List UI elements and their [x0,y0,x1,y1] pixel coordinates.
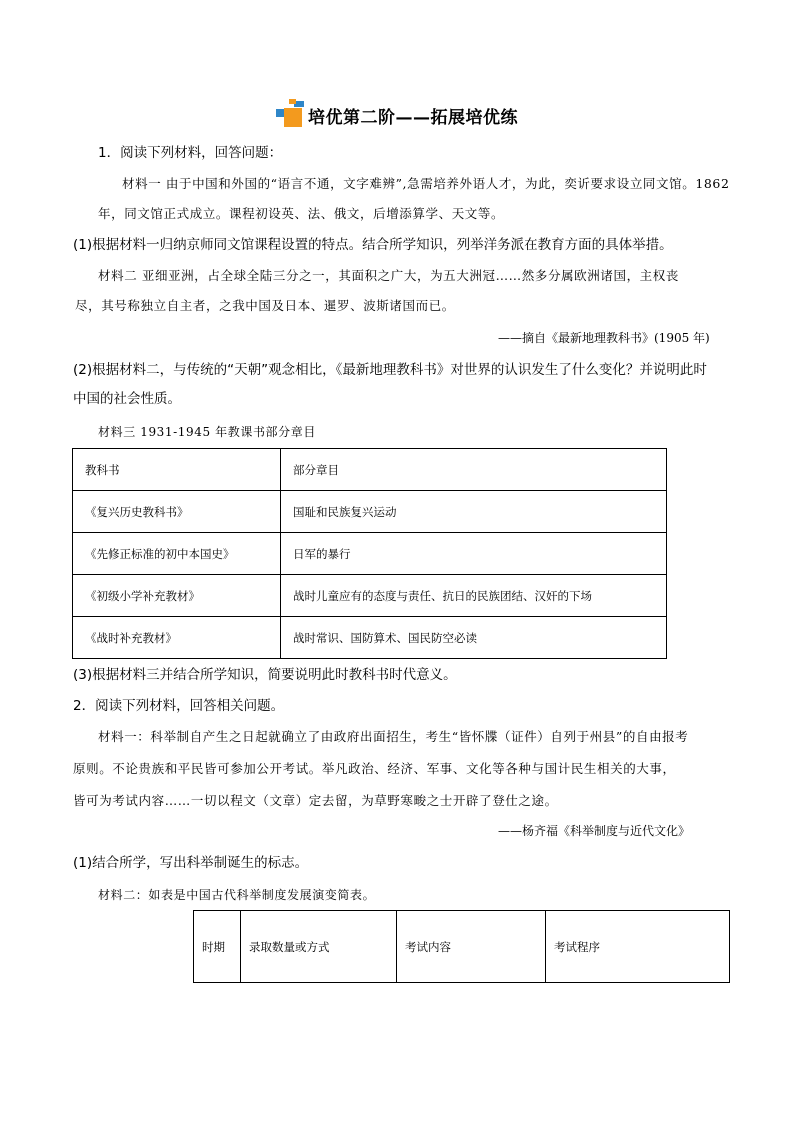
q1-material1-line2: 年，同文馆正式成立。课程初设英、法、俄文，后增添算学、天文等。 [98,206,505,221]
keju-table [193,910,730,983]
table-cell: 《初级小学补充教材》 [73,575,281,617]
q2-material1-source: ——杨齐福《科举制度与近代文化》 [498,824,691,838]
q1-sub2-line1: (2)根据材料二，与传统的“天朝”观念相比，《最新地理教科书》对世界的认识发生了什么变化？并说明此时 [73,362,707,378]
q1-material2-source: ——摘自《最新地理教科书》(1905 年) [498,331,710,345]
table-cell: 战时常识、国防算术、国民防空必读 [281,617,667,659]
table-cell: 《战时补充教材》 [73,617,281,659]
table-row [73,575,667,617]
table-header-cell: 考试程序 [546,911,730,983]
q2-material1-line1: 材料一：科举制自产生之日起就确立了由政府出面招生，考生“皆怀牒（证件）自列于州县”的自由报考 [98,729,689,744]
table-row [73,533,667,575]
table-header-cell: 教科书 [73,449,281,491]
table-header-cell: 时期 [194,911,241,983]
table-row [73,491,667,533]
q1-material2-line2: 尽，其号称独立自主者，之我中国及日本、暹罗、波斯诸国而已。 [75,298,455,313]
q1-material3-caption: 材料三 1931-1945 年教课书部分章目 [98,425,316,439]
title-logo-icon [276,99,306,127]
q1-material1-line1: 材料一 由于中国和外国的“语言不通，文字难辨”,急需培养外语人才，为此，奕䜣要求设立同文馆。1862 [122,176,730,191]
table-cell: 《复兴历史教科书》 [73,491,281,533]
q2-material1-line2: 原则。不论贵族和平民皆可参加公开考试。举凡政治、经济、军事、文化等各种与国计民生相关的大事， [73,761,676,776]
table-row [73,617,667,659]
table-cell: 日军的暴行 [281,533,667,575]
q1-sub3: (3)根据材料三并结合所学知识，简要说明此时教科书时代意义。 [73,667,457,683]
table-header-cell: 部分章目 [281,449,667,491]
table-header-cell: 考试内容 [397,911,546,983]
table-header-cell: 录取数量或方式 [241,911,397,983]
q1-sub2-line2: 中国的社会性质。 [73,391,181,407]
q1-stem: 1．阅读下列材料，回答问题： [98,145,283,161]
table-cell: 战时儿童应有的态度与责任、抗日的民族团结、汉奸的下场 [281,575,667,617]
q1-material2-line1: 材料二 亚细亚洲，占全球全陆三分之一，其面积之广大，为五大洲冠……然多分属欧洲诸国，主权丧 [98,268,679,283]
q2-stem: 2．阅读下列材料，回答相关问题。 [73,698,285,714]
q2-material1-line3: 皆可为考试内容……一切以程文（文章）定去留，为草野寒畯之士开辟了登仕之途。 [73,793,558,808]
table-header-row [73,449,667,491]
table-header-row [194,911,730,983]
q2-material2-caption: 材料二：如表是中国古代科举制度发展演变简表。 [98,888,376,902]
table-cell: 国耻和民族复兴运动 [281,491,667,533]
table-cell: 《先修正标准的初中本国史》 [73,533,281,575]
q2-sub1: (1)结合所学，写出科举制诞生的标志。 [73,855,309,871]
page-title: 培优第二阶——拓展培优练 [308,108,518,128]
textbook-table [72,448,667,659]
q1-sub1: (1)根据材料一归纳京师同文馆课程设置的特点。结合所学知识，列举洋务派在教育方面的具体举措。 [73,237,673,253]
